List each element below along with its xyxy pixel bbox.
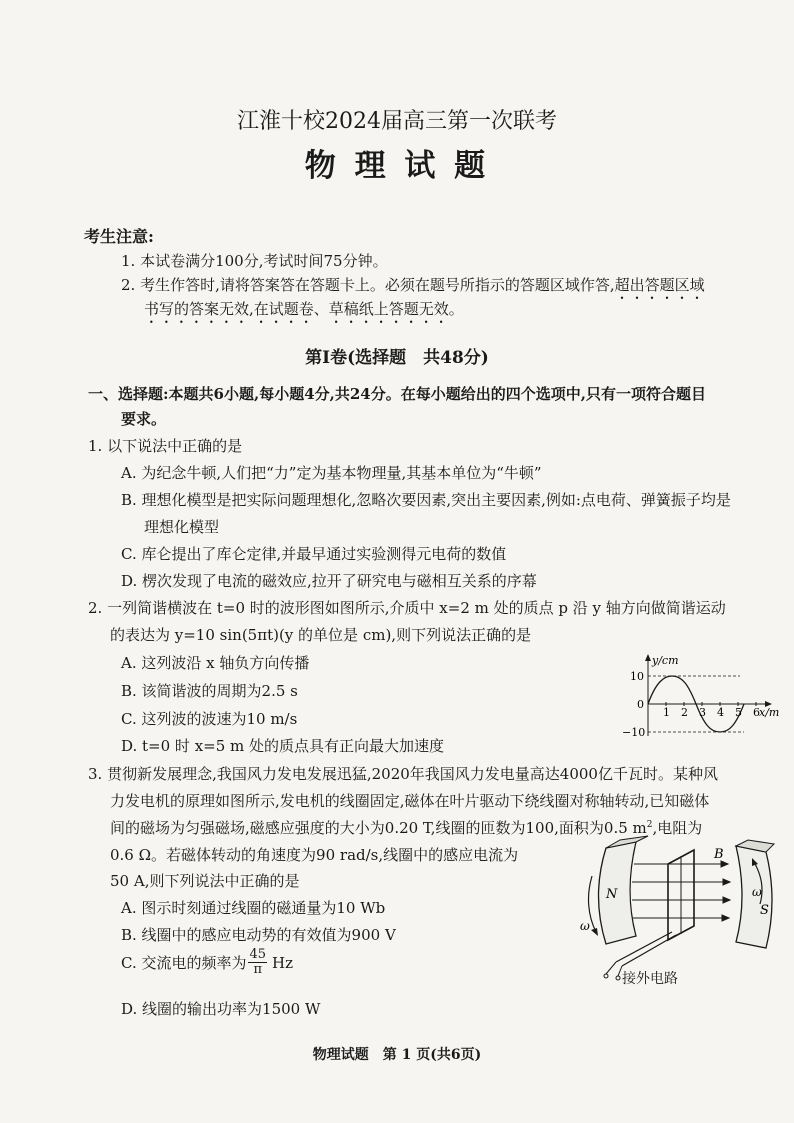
section-instruction-line-1: 一、选择题:本题共6小题,每小题4分,共24分。在每小题给出的四个选项中,只有一项符合题目 [88, 385, 706, 403]
q3-option-c-unit: Hz [272, 953, 294, 972]
q3-lead-2 [622, 935, 676, 966]
section-instruction-line-2: 要求。 [121, 410, 167, 428]
q3-figure-caption: 接外电路 [622, 971, 678, 987]
q2-x-tick-label: 2 [681, 706, 688, 719]
q2-option-c: C. 这列波的波速为10 m/s [121, 710, 298, 728]
q2-x-tick-label: 5 [735, 706, 742, 719]
q1-option-b-line-2: 理想化模型 [144, 518, 220, 536]
q3-lead-1-down [606, 962, 616, 974]
q3-stem-line-3-a: 间的磁场为匀强磁场,磁感应强度的大小为0.20 T,线圈的匝数为100,面积为0.5 m [110, 819, 647, 837]
q3-area-unit-exponent: 2 [646, 820, 653, 830]
q1-stem: 1. 以下说法中正确的是 [88, 437, 243, 455]
q3-option-a: A. 图示时刻通过线圈的磁通量为10 Wb [121, 899, 386, 917]
q3-rotation-arrow-left-head [591, 928, 598, 936]
q3-label-b: B [714, 847, 724, 862]
q2-option-d: D. t=0 时 x=5 m 处的质点具有正向最大加速度 [121, 737, 445, 755]
q1-option-d: D. 楞次发现了电流的磁效应,拉开了研究电与磁相互关系的序幕 [121, 572, 537, 590]
q2-stem-line-1: 2. 一列简谐横波在 t=0 时的波形图如图所示,介质中 x=2 m 处的质点 p 沿 y 轴方向做简谐运动 [88, 599, 726, 617]
notice-item-2-line-2: 书写的答案无效,在试题卷、草稿纸上答题无效。 [144, 300, 464, 318]
q2-x-tick-label: 3 [699, 706, 706, 719]
q3-stem-line-2: 力发电机的原理如图所示,发电机的线圈固定,磁体在叶片驱动下绕线圈对称轴转动,已知磁体 [110, 792, 710, 810]
q3-terminal-2 [616, 976, 620, 980]
q2-stem-line-2: 的表达为 y=10 sin(5πt)(y 的单位是 cm),则下列说法正确的是 [110, 626, 532, 644]
q2-x-tick-label: 6 [753, 706, 760, 719]
q3-omega-left: ω [580, 919, 590, 933]
q2-x-tick-label: 4 [717, 706, 724, 719]
q1-option-a: A. 为纪念牛顿,人们把“力”定为基本物理量,其基本单位为“牛顿” [121, 464, 542, 482]
notice-heading: 考生注意: [84, 227, 154, 246]
q3-fraction-denominator: π [253, 962, 263, 977]
q2-x-ticks [663, 702, 760, 719]
q2-y-axis-arrow [645, 654, 651, 661]
q1-option-c: C. 库仑提出了库仑定律,并最早通过实验测得元电荷的数值 [121, 545, 507, 563]
notice-item-2-emphasis: 超出答题区域 [614, 276, 705, 294]
q3-frequency-fraction [248, 948, 267, 977]
q3-label-n: N [606, 887, 618, 902]
q3-generator-figure [576, 836, 776, 986]
q3-fraction-numerator: 45 [249, 947, 267, 962]
q2-wave-graph [620, 652, 790, 752]
q3-option-c-prefix: C. 交流电的频率为 [121, 954, 247, 972]
q3-stem-line-4: 0.6 Ω。若磁体转动的角速度为90 rad/s,线圈中的感应电流为 [110, 846, 519, 864]
q2-x-tick-label: 1 [663, 706, 670, 719]
q2-x-label: x/m [759, 706, 780, 719]
section-title: 第Ⅰ卷(选择题 共48分) [305, 348, 489, 368]
q3-stem-line-3 [110, 817, 702, 838]
q1-option-b-line-1: B. 理想化模型是把实际问题理想化,忽略次要因素,突出主要因素,例如:点电荷、弹簧振子均是 [121, 491, 731, 509]
notice-item-2-text: 2. 考生作答时,请将答案答在答题卡上。必须在题号所指示的答题区域作答, [121, 276, 615, 294]
subject-title: 物 理 试 题 [304, 148, 490, 184]
exam-title: 江淮十校2024届高三第一次联考 [237, 109, 557, 134]
q2-option-a: A. 这列波沿 x 轴负方向传播 [121, 654, 310, 672]
q2-y-tick-top: 10 [630, 670, 644, 683]
notice-item-1: 1. 本试卷满分100分,考试时间75分钟。 [121, 252, 388, 270]
q2-y-label: y/cm [652, 654, 679, 667]
q3-omega-right: ω [752, 885, 762, 899]
q3-stem-line-3-b: ,电阻为 [652, 819, 703, 837]
q3-label-s: S [760, 903, 769, 918]
q3-option-b: B. 线圈中的感应电动势的有效值为900 V [121, 926, 396, 944]
q3-stem-line-5: 50 A,则下列说法中正确的是 [110, 872, 300, 890]
q2-option-b: B. 该简谐波的周期为2.5 s [121, 682, 298, 700]
q2-y-tick-bottom: −10 [622, 726, 646, 739]
q3-stem-line-1: 3. 贯彻新发展理念,我国风力发电发展迅猛,2020年我国风力发电量高达4000亿千瓦时。某种风 [88, 765, 718, 783]
page-footer: 物理试题 第 1 页(共6页) [312, 1047, 482, 1063]
q3-option-d: D. 线圈的输出功率为1500 W [121, 1000, 321, 1018]
q2-y-tick-zero: 0 [637, 698, 644, 711]
q3-terminal-1 [604, 974, 608, 978]
q3-option-c [121, 948, 293, 977]
